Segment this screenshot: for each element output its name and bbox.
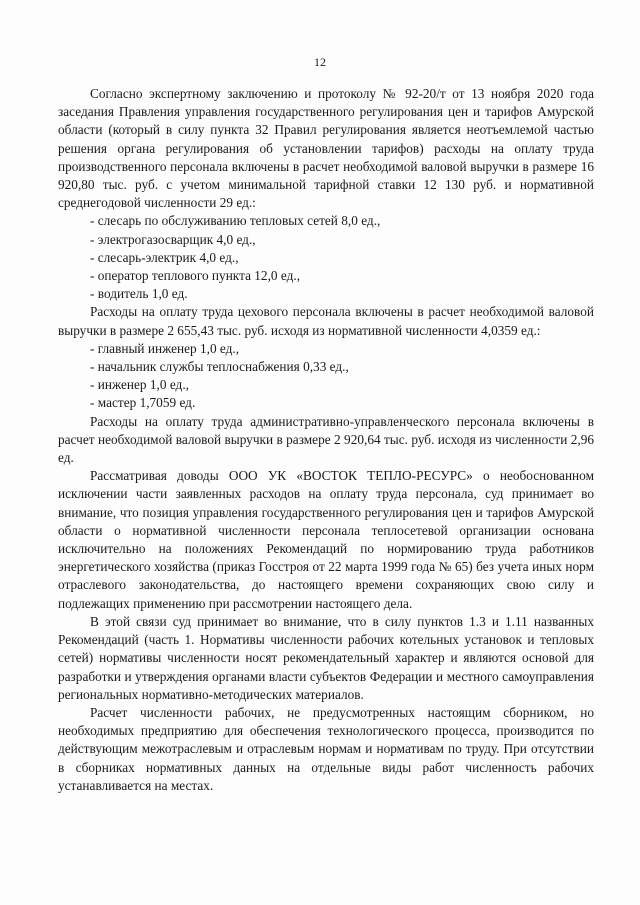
paragraph-court-assessment: Рассматривая доводы ООО УК «ВОСТОК ТЕПЛО-РЕСУРС» о необоснованном исключении части заявленных расходов на оплату труда персонала, суд принимает во внимание, что позиция управления государственного регулирования цен и тарифов Амурской области о нормативной численности персонала теплосетевой организации основана исключительно на положениях Рекомендаций по нормированию труда работников энергетического хозяйства (приказ Госстроя от 22 марта 1999 года № 65) без учета иных норм отраслевого законодательства, до настоящего времени сохраняющих свою силу и подлежащих применению при рассмотрении настоящего дела. (58, 468, 594, 611)
paragraph-recommendations: В этой связи суд принимает во внимание, что в силу пунктов 1.3 и 1.11 названных Рекомендаций (часть 1. Нормативы численности рабочих котельных установок и тепловых сетей) нормативы численности носят рекомендательный характер и являются основой для разработки и утверждения органами власти субъектов Федерации и местного самоуправления региональных нормативно-методических материалов. (58, 613, 594, 702)
list-item: - водитель 1,0 ед. (90, 286, 188, 302)
list-shop-staff (58, 340, 594, 413)
list-item: - мастер 1,7059 ед. (90, 395, 196, 411)
document-body (58, 85, 594, 795)
paragraph-shop-staff: Расходы на оплату труда цехового персонала включены в расчет необходимой валовой выручки в размере 2 655,43 тыс. руб. исходя из нормативной численности 4,0359 ед.: (58, 304, 594, 338)
list-item: - электрогазосварщик 4,0 ед., (90, 231, 256, 247)
paragraph-admin-staff: Расходы на оплату труда административно-управленческого персонала включены в расчет необходимой валовой выручки в размере 2 920,64 тыс. руб. исходя из численности 2,96 ед. (58, 413, 594, 466)
list-item: - инженер 1,0 ед., (90, 377, 189, 393)
paragraph-production-staff: Согласно экспертному заключению и протоколу № 92-20/т от 13 ноября 2020 года заседания Правления управления государственного регулирования цен и тарифов Амурской области (который в силу пункта 32 Правил регулирования является неотъемлемой частью решения органа регулирования об установлении тарифов) расходы на оплату труда производственного персонала включены в расчет необходимой валовой выручки в размере 16 920,80 тыс. руб. с учетом минимальной тарифной ставки 12 130 руб. и нормативной среднегодовой численности 29 ед.: (58, 86, 594, 211)
list-production-staff (58, 212, 594, 303)
paragraph-headcount-calculation: Расчет численности рабочих, не предусмотренных настоящим сборником, но необходимых предприятию для обеспечения технологического процесса, производится по действующим межотраслевым и отраслевым нормам и нормативам по труду. При отсутствии в сборниках нормативных данных на отдельные виды работ численность рабочих устанавливается на местах. (58, 704, 594, 793)
list-item: - слесарь-электрик 4,0 ед., (90, 249, 239, 265)
list-item: - главный инженер 1,0 ед., (90, 340, 240, 356)
list-item: - оператор теплового пункта 12,0 ед., (90, 268, 301, 284)
page-number: 12 (314, 55, 326, 69)
list-item: - начальник службы теплоснабжения 0,33 ед., (90, 359, 349, 375)
list-item: - слесарь по обслуживанию тепловых сетей 8,0 ед., (90, 213, 381, 229)
